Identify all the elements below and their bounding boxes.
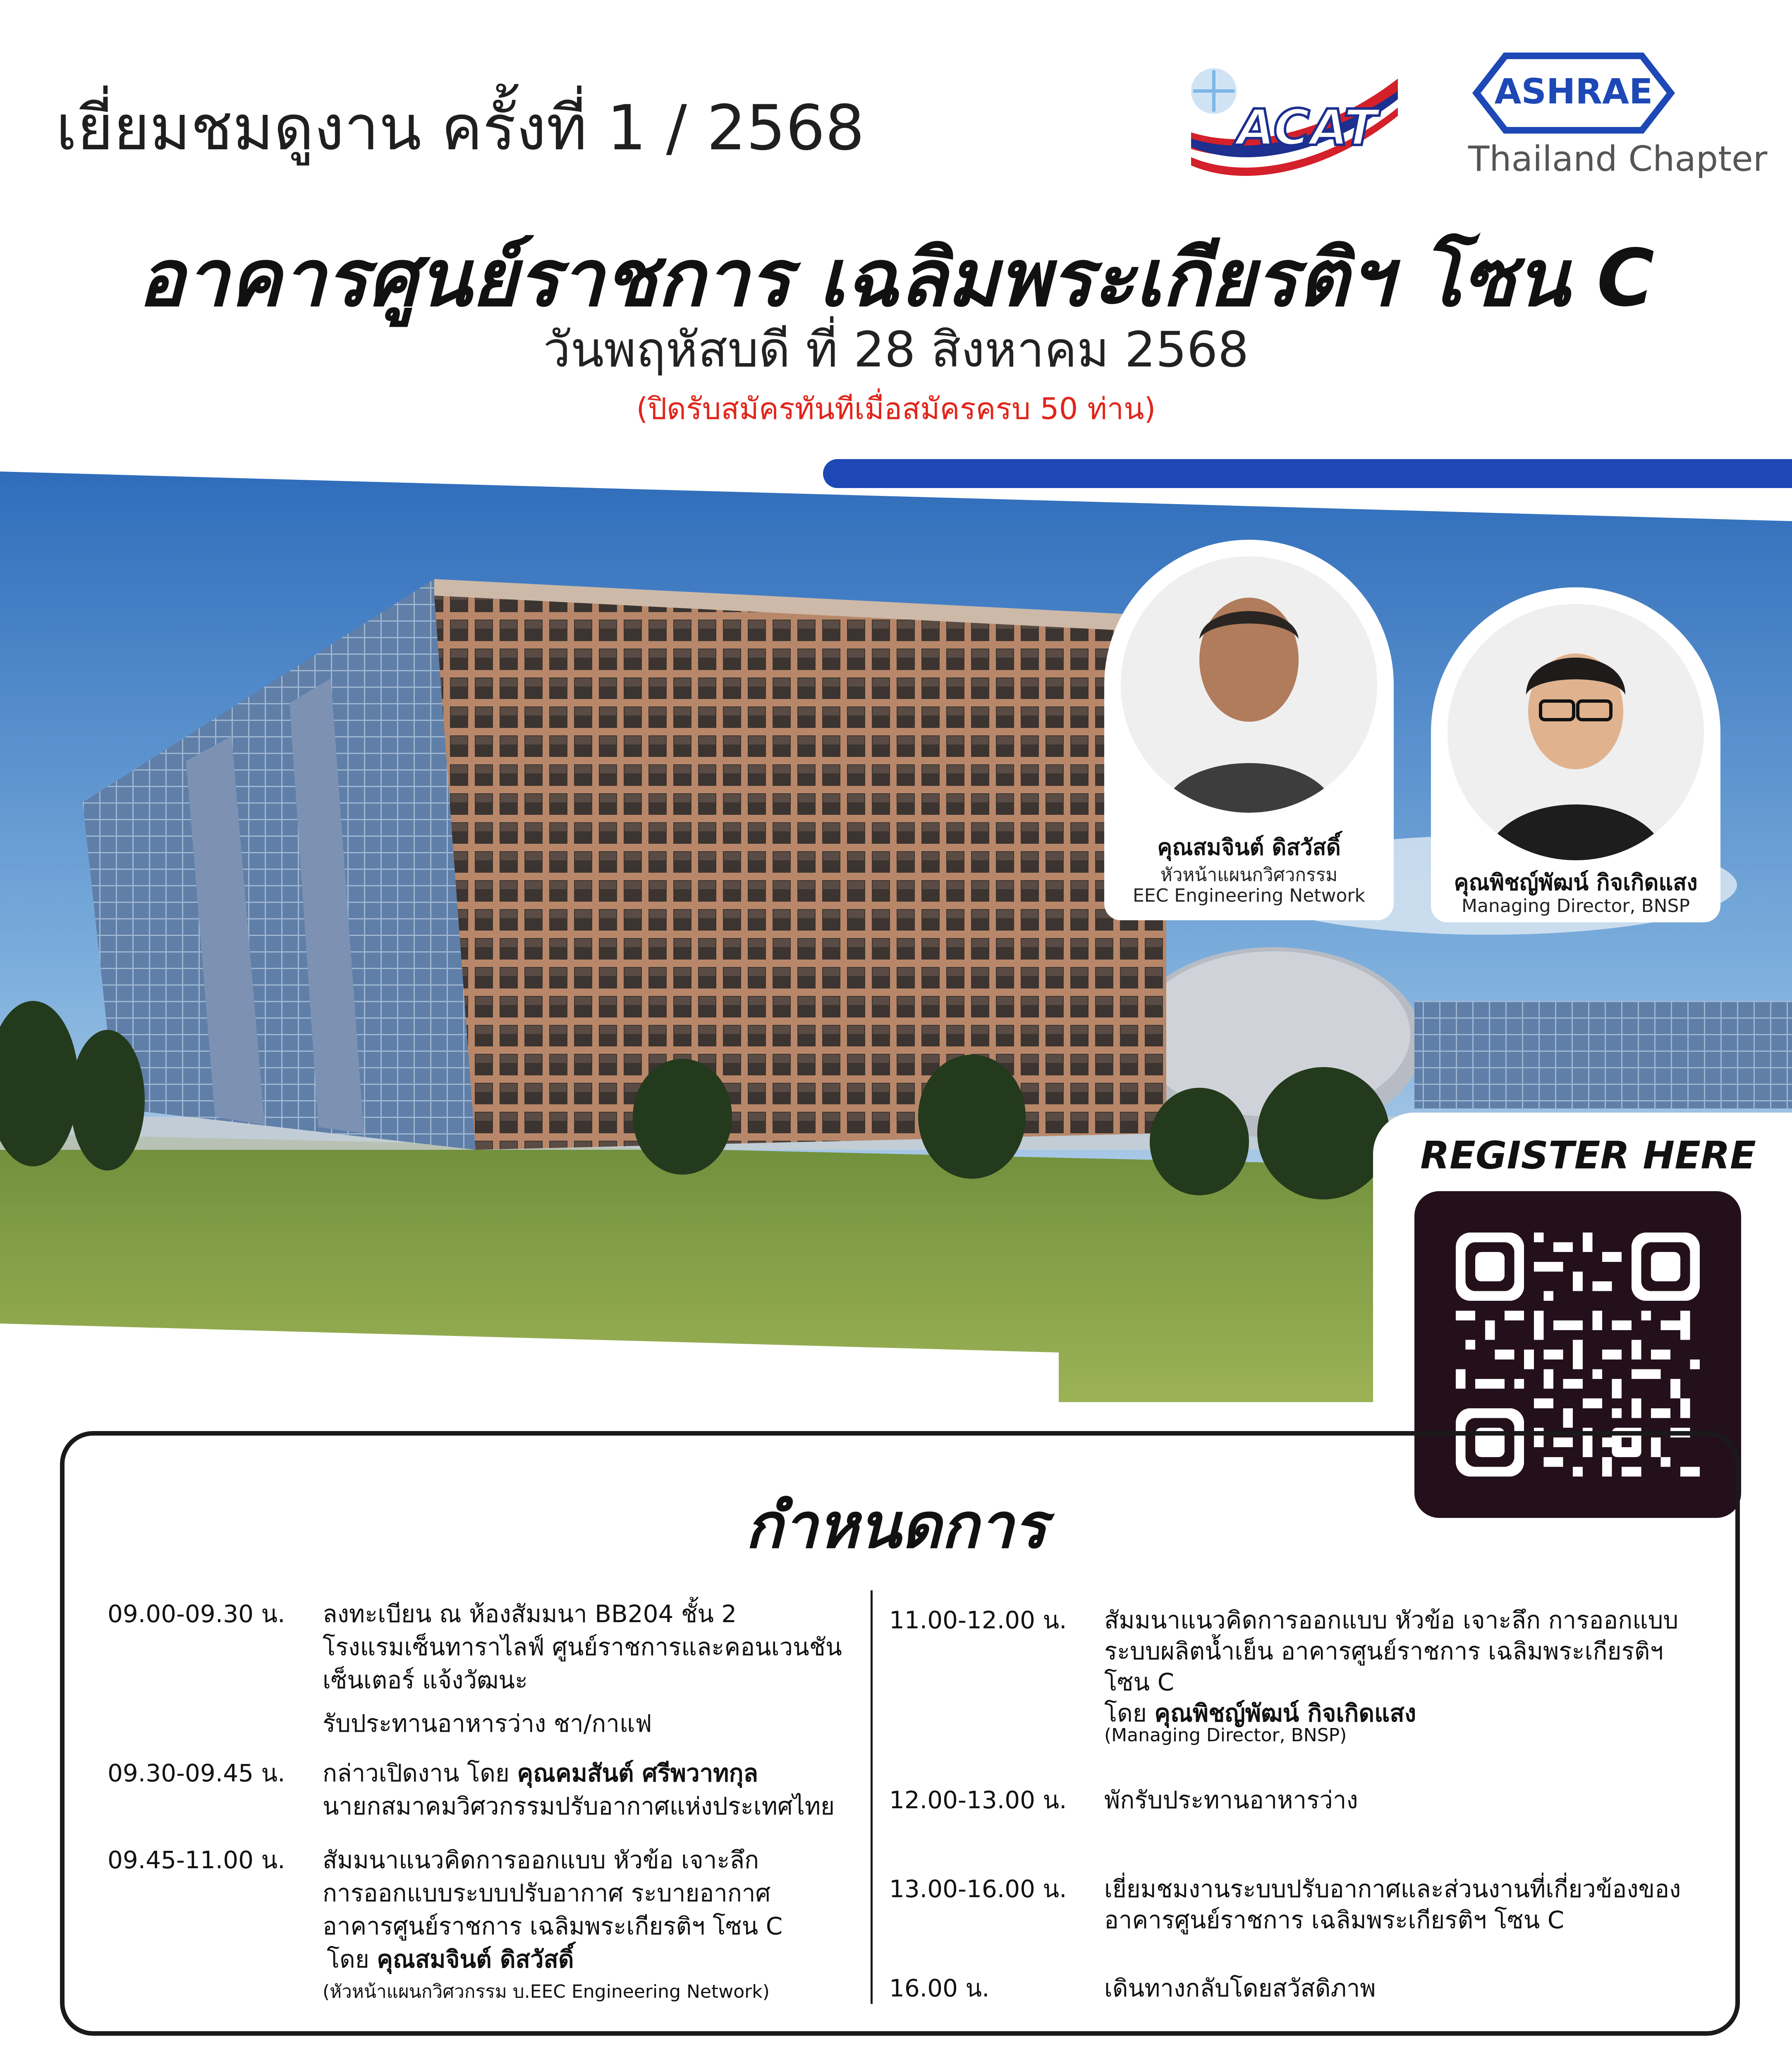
speaker-card-1 xyxy=(1104,540,1394,920)
snowflake-icon xyxy=(1191,68,1237,114)
schedule-detail: สัมมนาแนวคิดการออกแบบ หัวข้อ เจาะลึก xyxy=(323,1846,759,1874)
schedule-note: (Managing Director, BNSP) xyxy=(1104,1725,1347,1746)
schedule-detail: ลงทะเบียน ณ ห้องสัมมนา BB204 ชั้น 2 xyxy=(323,1600,737,1628)
acat-logo-text: ACAT xyxy=(1237,99,1378,157)
schedule-detail: การออกแบบระบบปรับอากาศ ระบายอากาศ xyxy=(323,1879,771,1907)
schedule-detail: เดินทางกลับโดยสวัสดิภาพ xyxy=(1104,1974,1376,2002)
schedule-detail: โดย คุณสมจินต์ ดิสวัสดิ์ xyxy=(327,1945,574,1973)
schedule-detail: โรงแรมเซ็นทาราไลฟ์ ศูนย์ราชการและคอนเวนชัน xyxy=(323,1633,842,1661)
visit-title: เยี่ยมชมดูงาน ครั้งที่ 1 / 2568 xyxy=(56,92,865,164)
speaker-card-2 xyxy=(1431,587,1720,922)
speaker-1-photo xyxy=(1121,556,1377,813)
speaker-1-role: หัวหน้าแผนกวิศวกรรม xyxy=(1160,864,1338,886)
speaker-1-company: EEC Engineering Network xyxy=(1132,885,1365,906)
schedule-time: 09.30-09.45 น. xyxy=(108,1759,285,1787)
schedule-detail: พักรับประทานอาหารว่าง xyxy=(1104,1786,1358,1814)
speaker-2-role: Managing Director, BNSP xyxy=(1461,895,1690,917)
speaker-2-photo xyxy=(1447,604,1704,860)
schedule-detail: โซน C xyxy=(1104,1668,1175,1696)
schedule-time: 12.00-13.00 น. xyxy=(889,1786,1067,1814)
schedule-detail: โดย คุณพิชญ์พัฒน์ กิจเกิดแสง xyxy=(1104,1699,1416,1727)
schedule-detail: นายกสมาคมวิศวกรรมปรับอากาศแห่งประเทศไทย xyxy=(323,1792,835,1820)
acat-logo xyxy=(1175,62,1406,194)
schedule-time: 11.00-12.00 น. xyxy=(889,1606,1067,1634)
ashrae-logo-text: ASHRAE xyxy=(1494,71,1653,112)
registration-note: (ปิดรับสมัครทันทีเมื่อสมัครครบ 50 ท่าน) xyxy=(636,391,1156,426)
schedule-detail: อาคารศูนย์ราชการ เฉลิมพระเกียรติฯ โซน C xyxy=(1104,1906,1565,1934)
schedule-detail: เซ็นเตอร์ แจ้งวัฒนะ xyxy=(323,1666,528,1694)
accent-stripe xyxy=(823,459,1792,488)
speaker-1-name: คุณสมจินต์ ดิสวัสดิ์ xyxy=(1157,834,1341,860)
speaker-2-name: คุณพิชญ์พัฒน์ กิจเกิดแสง xyxy=(1454,869,1698,895)
event-title: อาคารศูนย์ราชการ เฉลิมพระเกียรติฯ โซน C xyxy=(137,232,1655,324)
schedule-time: 16.00 น. xyxy=(889,1974,990,2002)
schedule-detail: ระบบผลิตน้ำเย็น อาคารศูนย์ราชการ เฉลิมพระเกียรติฯ xyxy=(1104,1637,1663,1665)
schedule-time: 09.00-09.30 น. xyxy=(108,1600,285,1628)
register-heading: REGISTER HERE xyxy=(1420,1133,1756,1178)
schedule-title: กำหนดการ xyxy=(745,1490,1047,1562)
schedule-detail: อาคารศูนย์ราชการ เฉลิมพระเกียรติฯ โซน C xyxy=(323,1912,783,1940)
schedule-detail: รับประทานอาหารว่าง ชา/กาแฟ xyxy=(323,1709,652,1738)
ashrae-logo xyxy=(1456,45,1768,182)
schedule-divider xyxy=(871,1590,873,2004)
schedule-detail: เยี่ยมชมงานระบบปรับอากาศและส่วนงานที่เกี่ยวข้องของ xyxy=(1104,1875,1681,1903)
schedule-detail: กล่าวเปิดงาน โดย คุณคมสันต์ ศรีพวาทกุล xyxy=(323,1759,758,1787)
event-date: วันพฤหัสบดี ที่ 28 สิงหาคม 2568 xyxy=(543,321,1249,378)
schedule-time: 13.00-16.00 น. xyxy=(889,1875,1067,1903)
ashrae-chapter: Thailand Chapter xyxy=(1468,139,1768,179)
schedule-note: (หัวหน้าแผนกวิศวกรรม บ.EEC Engineering Network) xyxy=(323,1981,770,2002)
schedule-detail: สัมมนาแนวคิดการออกแบบ หัวข้อ เจาะลึก การออกแบบ xyxy=(1104,1606,1679,1634)
schedule-time: 09.45-11.00 น. xyxy=(108,1846,285,1874)
